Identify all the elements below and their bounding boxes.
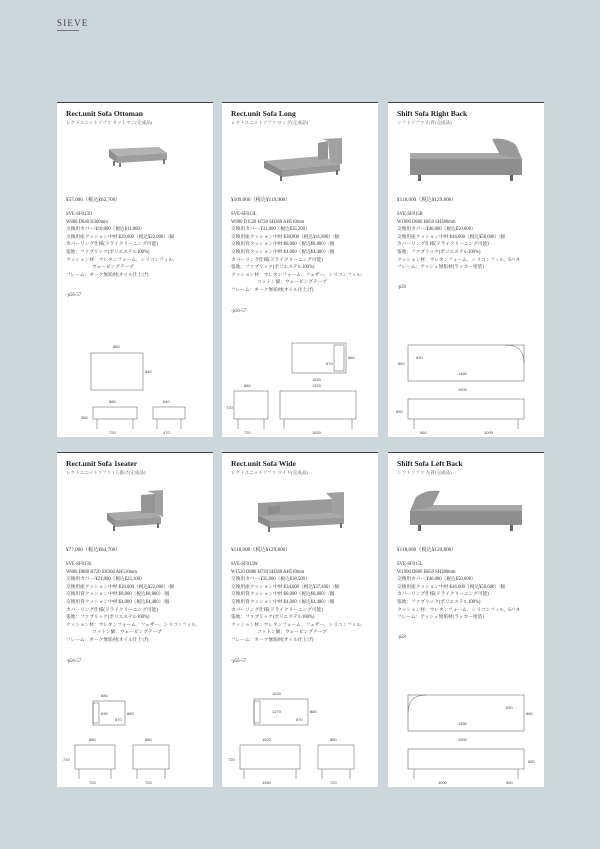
spec-line: カバーリング仕様(ドライクリーニング可能) (397, 592, 489, 598)
dim-label: 1270 (272, 709, 281, 714)
spec-line: フレーム：アッシュ無垢材(ラッカー塗装) (397, 615, 484, 621)
dimension-drawing (222, 335, 378, 435)
dimension-drawing (57, 335, 213, 435)
dim-label: 670 (115, 717, 122, 722)
spec-line: フレーム：オーク無垢材(オイル仕上げ) (66, 637, 149, 643)
dim-label: 720 (330, 780, 337, 785)
product-specs (231, 561, 375, 645)
product-photo (388, 129, 544, 189)
spec-line: 張地：ファブリック(ポリエステル100%) (66, 249, 150, 255)
dim-label: 640 (163, 399, 170, 404)
dim-label: 720 (63, 757, 70, 762)
dim-label: 470 (163, 430, 170, 435)
spec-line: コットン綿、ウェービングテープ (92, 630, 162, 636)
product-photo (222, 479, 378, 539)
product-card-1seater (57, 452, 213, 787)
dim-label: 1520 (312, 377, 321, 382)
spec-line: 張地：ファブリック(ポリエステル100%) (231, 265, 315, 271)
dim-label: 640 (145, 369, 152, 374)
product-price: ¥77,000（税込¥84,700） (66, 547, 121, 553)
spec-line: W1900 D860 H650 SH380mm (397, 219, 456, 225)
dim-label: 720 (145, 780, 152, 785)
product-specs (397, 561, 541, 622)
page-reference: -p58 (397, 285, 406, 290)
spec-line: SVE-SF013W (231, 562, 259, 567)
product-name: Rect.unit Sofa Long (231, 109, 296, 118)
dim-label: 1360 (262, 780, 271, 785)
spec-line: 交換用背クッション中材:¥4,000（税込¥4,400）/個 (231, 599, 335, 605)
product-photo (57, 129, 213, 189)
page-reference: -p58 (397, 635, 406, 640)
product-specs (66, 211, 210, 279)
dim-label: 670 (326, 361, 333, 366)
product-subtitle: シフトソファ 左背(完成品) (397, 470, 452, 475)
spec-line: 交換用背クッション中材:¥4,000（税込¥4,400）/個 (66, 599, 170, 605)
dim-label: 1520 (312, 430, 321, 435)
dim-label: 720 (228, 757, 235, 762)
spec-line: カバーリング仕様(ドライクリーニング可能) (231, 607, 323, 613)
dim-label: 720 (226, 405, 233, 410)
spec-line: 交換用カバー:¥32,000（税込¥35,200） (231, 227, 310, 233)
dim-label: 880 (145, 737, 152, 742)
spec-line: フレーム：オーク無垢材(オイル仕上げ) (231, 287, 314, 293)
spec-line: SVE-SF013L (231, 212, 257, 217)
spec-line: フレーム：アッシュ無垢材(ラッカー塗装) (397, 265, 484, 271)
dim-label: 880 (330, 737, 337, 742)
product-card-long (222, 102, 378, 437)
spec-line: カバーリング仕様(ドライクリーニング可能) (231, 257, 323, 263)
dim-label: 860 (398, 361, 405, 366)
dim-label: 880 (109, 399, 116, 404)
dim-label: 880 (101, 693, 108, 698)
spec-line: 張地：ファブリック(ポリエステル100%) (397, 599, 481, 605)
spec-line: ウェービングテープ (92, 265, 134, 271)
spec-line: 交換用座クッション中材:¥38,000（税込¥41,800）/個 (231, 234, 339, 240)
product-subtitle: レクトユニットソファ ロング(完成品) (231, 120, 309, 125)
spec-line: 交換用座クッション中材:¥46,000（税込¥50,600）/個 (397, 584, 505, 590)
product-price: ¥57,000（税込¥62,700） (66, 197, 121, 203)
dim-label: 560 (420, 430, 427, 435)
dim-label: 670 (296, 717, 303, 722)
spec-line: クッション材：ウレタンフォーム、フェザー、シリコンフィル、 (231, 622, 366, 628)
spec-line: フレーム：オーク無垢材(オイル仕上げ) (231, 637, 314, 643)
spec-line: 交換用背クッション中材:¥4,000（税込¥4,400）/個 (231, 249, 335, 255)
spec-line: 張地：ファブリック(ポリエステル100%) (397, 249, 481, 255)
brand-title: SIEVE (57, 18, 89, 28)
dim-label: 880 (89, 737, 96, 742)
spec-line: クッション材：ウレタンフォーム、シリコンフィル、 (66, 257, 178, 263)
page-reference: -p56-57 (231, 309, 247, 314)
spec-line: コットン綿、ウェービングテープ (257, 280, 327, 286)
dim-label: 720 (244, 430, 251, 435)
dim-label: 720 (89, 780, 96, 785)
dim-label: 1480 (458, 371, 467, 376)
dim-label: 1000 (484, 430, 493, 435)
dim-label: 1900 (458, 387, 467, 392)
product-price: ¥109,000（税込¥119,900） (231, 197, 291, 203)
dim-label: 880 (244, 383, 251, 388)
dim-label: 630 (101, 711, 108, 716)
page-reference: -p56-57 (66, 659, 82, 664)
product-name: Rect.unit Sofa Ottoman (66, 109, 143, 118)
spec-line: 交換用カバー:¥46,000（税込¥50,600） (397, 577, 476, 583)
spec-line: フレーム：オーク無垢材(オイル仕上げ) (66, 272, 149, 278)
dimension-drawing (388, 335, 544, 435)
spec-line: 交換用背クッション中材:¥8,000（税込¥8,800）/個 (231, 592, 335, 598)
product-price: ¥118,000（税込¥129,800） (231, 547, 291, 553)
spec-line: 交換用座クッション中材:¥34,000（税込¥37,400）/個 (231, 584, 339, 590)
spec-line: W1520 D880 H720 SH360 AH510mm (231, 569, 305, 575)
spec-line: 交換用カバー:¥46,000（税込¥50,600） (397, 227, 476, 233)
product-subtitle: シフトソファ 右背(完成品) (397, 120, 452, 125)
spec-line: カバーリング仕様(ドライクリーニング可能) (66, 242, 158, 248)
spec-line: クッション材：ウレタンフォーム、フェザー、シリコンフィル、 (66, 622, 201, 628)
spec-line: コットン綿、ウェービングテープ (257, 630, 327, 636)
dim-label: 630 (416, 355, 423, 360)
dimension-drawing (388, 685, 544, 785)
dim-label: 650 (396, 409, 403, 414)
dim-label: 650 (528, 759, 535, 764)
product-card-ottoman (57, 102, 213, 437)
product-subtitle: レクトユニットソファ オットマン(完成品) (66, 120, 153, 125)
spec-line: 交換用座クッション中材:¥20,000（税込¥22,000）/個 (66, 234, 174, 240)
dim-label: 1320 (312, 383, 321, 388)
spec-line: 交換用背クッション中材:¥8,000（税込¥8,800）/個 (231, 242, 335, 248)
product-card-shift-right (388, 102, 544, 437)
product-specs (231, 211, 375, 295)
spec-line: SVE-SF013O (66, 212, 93, 217)
dim-label: 630 (506, 705, 513, 710)
spec-line: 交換用背クッション中材:¥8,000（税込¥8,800）/個 (66, 592, 170, 598)
dim-label: 880 (310, 709, 317, 714)
spec-line: 交換用座クッション中材:¥46,000（税込¥50,600）/個 (397, 234, 505, 240)
spec-line: W880 D880 H720 SH360 AH510mm (66, 569, 137, 575)
dim-label: 560 (506, 780, 513, 785)
spec-line: 張地：ファブリック(ポリエステル100%) (66, 615, 150, 621)
product-name: Shift Sofa Left Back (397, 459, 463, 468)
spec-line: クッション材：ウレタンフォーム、シリコンフィル、Sバネ (397, 257, 521, 263)
product-specs (66, 561, 210, 645)
dim-label: 1000 (438, 780, 447, 785)
product-subtitle: レクトユニットソファ ワイド(完成品) (231, 470, 309, 475)
dim-label: 720 (109, 430, 116, 435)
dim-label: 1900 (458, 737, 467, 742)
spec-line: SVE-SF015L (397, 562, 423, 567)
spec-line: W880 D1520 H720 SH360 AH510mm (231, 219, 305, 225)
product-price: ¥118,000（税込¥129,800） (397, 197, 457, 203)
spec-line: カバーリング仕様(ドライクリーニング可能) (66, 607, 158, 613)
dimension-drawing (57, 685, 213, 785)
spec-line: W880 D640 H360mm (66, 219, 108, 225)
dim-label: 1480 (458, 721, 467, 726)
product-name: Shift Sofa Right Back (397, 109, 468, 118)
spec-line: 交換用座クッション中材:¥20,000（税込¥22,000）/個 (66, 584, 174, 590)
product-photo (57, 479, 213, 539)
spec-line: 張地：ファブリック(ポリエステル100%) (231, 615, 315, 621)
page-reference: -p56-57 (231, 659, 247, 664)
product-photo (222, 129, 378, 189)
product-name: Rect.unit Sofa Wide (231, 459, 296, 468)
dim-label: 1520 (272, 691, 281, 696)
dim-label: 880 (348, 355, 355, 360)
product-price: ¥118,000（税込¥129,800） (397, 547, 457, 553)
spec-line: W1900 D860 H650 SH380mm (397, 569, 456, 575)
spec-line: クッション材：ウレタンフォーム、シリコンフィル、Sバネ (397, 607, 521, 613)
product-card-shift-left (388, 452, 544, 787)
spec-line: 交換用カバー:¥21,000（税込¥23,100） (66, 577, 145, 583)
spec-line: 交換用カバー:¥35,000（税込¥38,500） (231, 577, 310, 583)
dim-label: 1520 (262, 737, 271, 742)
dim-label: 880 (127, 711, 134, 716)
brand-underline (57, 30, 79, 31)
product-photo (388, 479, 544, 539)
product-name: Rect.unit Sofa 1seater (66, 459, 138, 468)
spec-line: 交換用カバー:¥10,000（税込¥11,000） (66, 227, 145, 233)
page-reference: -p56-57 (66, 293, 82, 298)
dimension-drawing (222, 685, 378, 785)
spec-line: カバーリング仕様(ドライクリーニング可能) (397, 242, 489, 248)
product-subtitle: レクトユニットソファ 1人掛け(完成品) (66, 470, 146, 475)
product-specs (397, 211, 541, 272)
spec-line: SVE-SF015R (397, 212, 423, 217)
dim-label: 860 (526, 711, 533, 716)
product-card-wide (222, 452, 378, 787)
spec-line: SVE-SF013S (66, 562, 92, 567)
dim-label: 360 (81, 415, 88, 420)
dim-label: 880 (113, 344, 120, 349)
spec-line: クッション材：ウレタンフォーム、フェザー、シリコンフィル、 (231, 272, 366, 278)
